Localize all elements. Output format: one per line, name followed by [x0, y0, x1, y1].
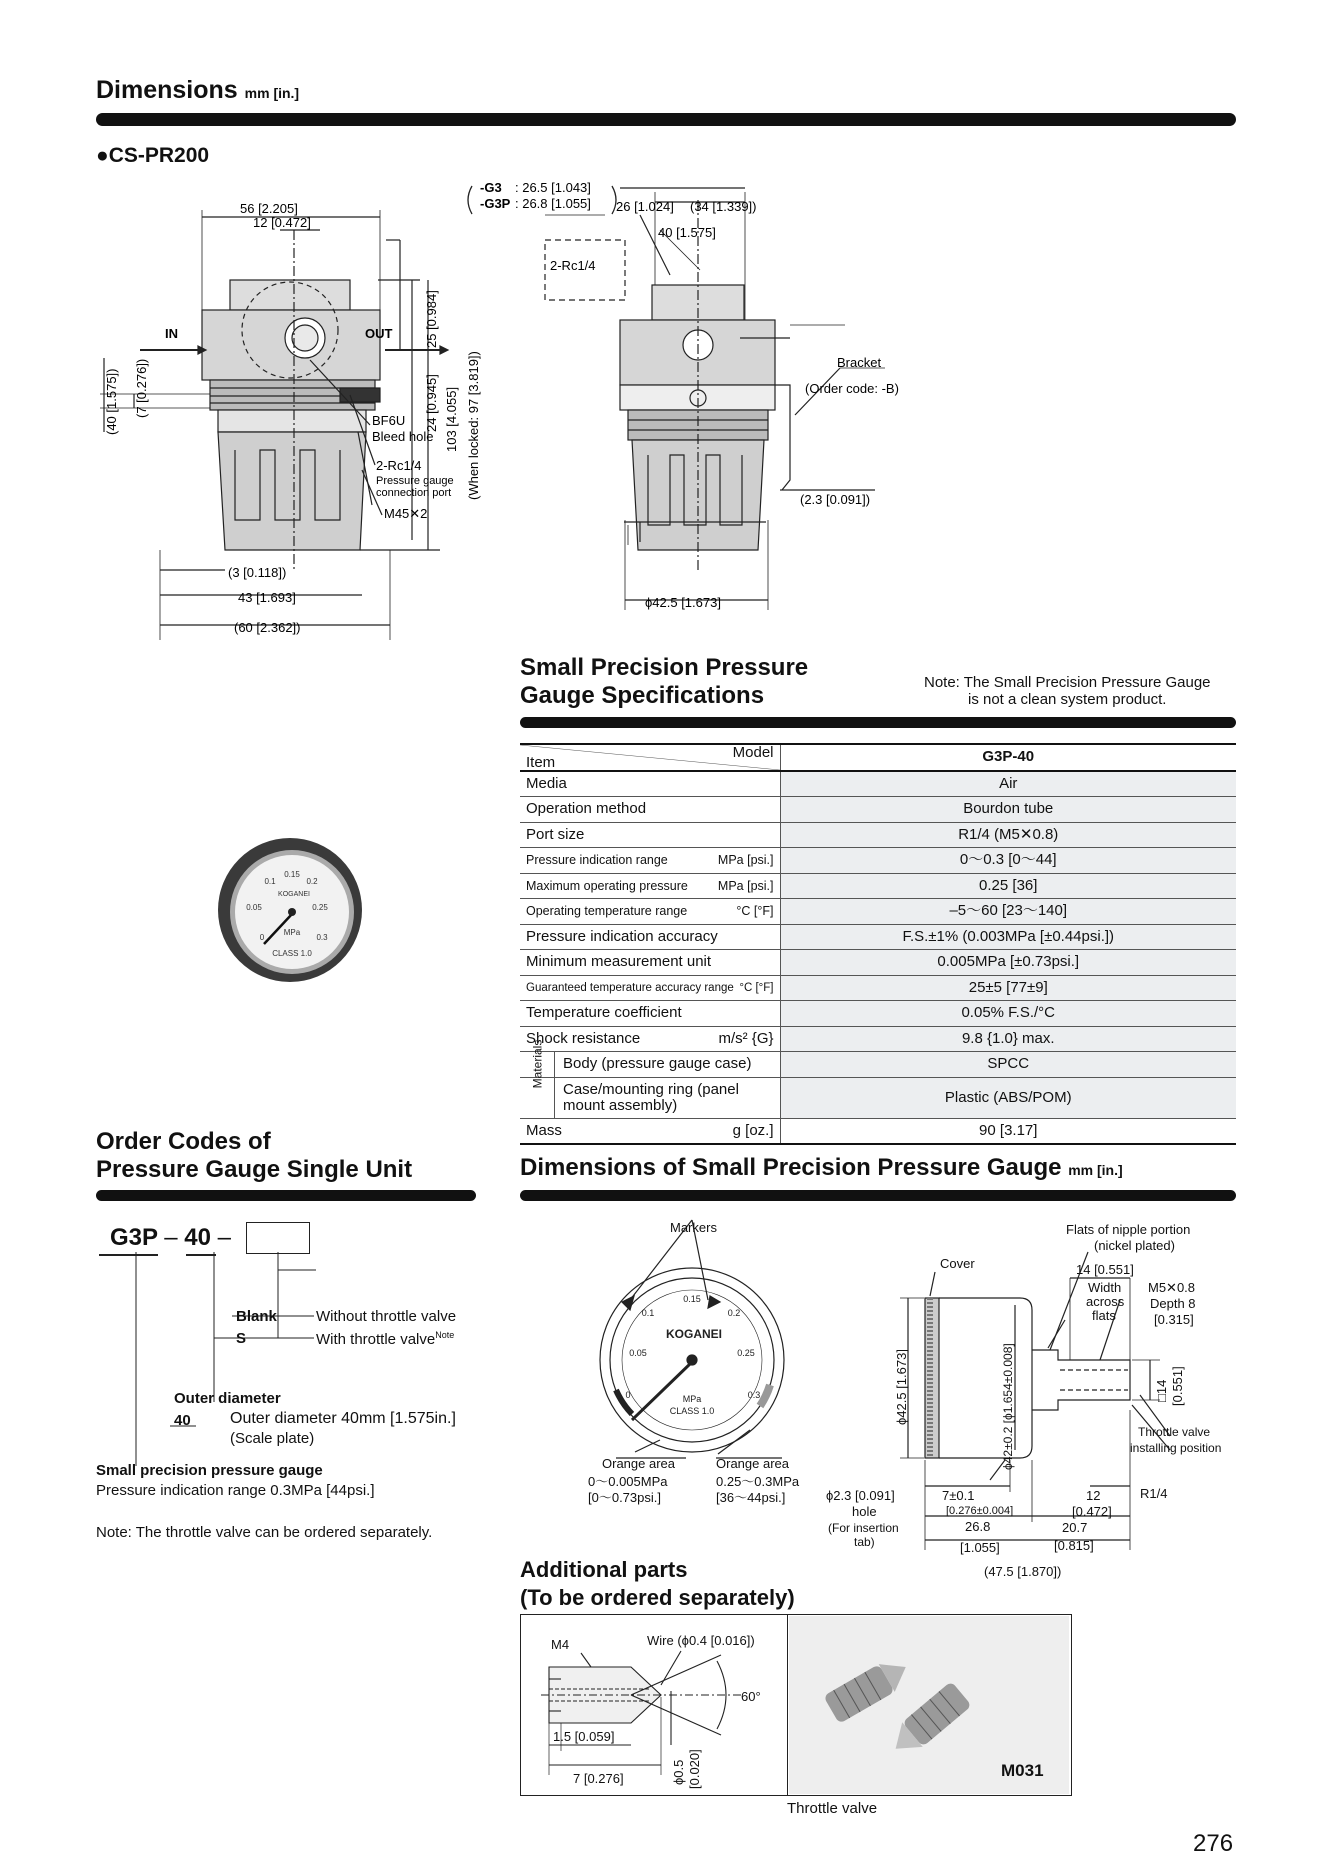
depth-label: Depth 8: [1150, 1296, 1196, 1311]
cover-label: Cover: [940, 1256, 975, 1271]
spec-label: Guaranteed temperature accuracy range: [526, 981, 734, 994]
spec-row: [520, 873, 1236, 899]
rc14-label: 2-Rc1/4: [376, 458, 422, 473]
bracket-code: (Order code: -B): [805, 381, 899, 396]
in-label: IN: [165, 326, 178, 341]
additional-title-line2: (To be ordered separately): [520, 1585, 795, 1610]
order-title: [96, 1128, 412, 1184]
outer-desc2: (Scale plate): [230, 1430, 315, 1447]
dim-square14-in: [0.551]: [1170, 1366, 1185, 1406]
svg-text:0.15: 0.15: [284, 870, 300, 879]
additional-title: [520, 1556, 795, 1612]
width-label: Width: [1088, 1280, 1122, 1295]
spec-row-materials: [520, 1052, 1236, 1078]
spec-label: Operating temperature range: [526, 904, 688, 919]
dial-label: 0.2: [727, 1308, 741, 1318]
spec-label: Media: [520, 771, 780, 797]
throttle-caption: Throttle valve: [787, 1800, 878, 1817]
spec-label: Temperature coefficient: [520, 1001, 780, 1027]
gauge-dims-title-text: Dimensions of Small Precision Pressure Gauge: [520, 1154, 1062, 1181]
materials-cell: [520, 1039, 780, 1089]
throttle-pos: installing position: [1130, 1441, 1222, 1455]
orange-area-2: Orange area: [716, 1456, 789, 1471]
model-name: CS-PR200: [108, 144, 210, 167]
s-note: Note: [435, 1330, 455, 1340]
page-title: [96, 76, 299, 105]
part-code: M031: [1001, 1761, 1044, 1780]
svg-text:0.25: 0.25: [312, 903, 328, 912]
dial-label: CLASS 1.0: [669, 1406, 715, 1416]
flats-label: Flats of nipple portion: [1066, 1222, 1191, 1237]
dial-label: 0.3: [747, 1390, 761, 1400]
gauge-dims-drawing: [520, 1210, 1236, 1600]
blank-key: Blank: [236, 1308, 277, 1325]
dim-47-5: (47.5 [1.870]): [984, 1564, 1062, 1579]
order-rule: [96, 1190, 476, 1201]
dim-2-3: (2.3 [0.091]): [800, 492, 871, 507]
hole-label: hole: [852, 1504, 877, 1519]
order-title-line1: Order Codes of: [96, 1128, 271, 1155]
dim-20-7: 20.7: [1062, 1520, 1088, 1535]
spec-value: Air: [780, 771, 1236, 797]
bullet: ●: [96, 144, 109, 167]
dim-7-label: 7±0.1: [942, 1488, 975, 1503]
spec-unit: g [oz.]: [732, 1121, 774, 1139]
spec-value: SPCC: [780, 1052, 1236, 1078]
dial-label: 0: [625, 1390, 631, 1400]
dim-when-locked: (When locked: 97 [3.819]): [466, 351, 481, 500]
dim-12: 12 [0.472]: [253, 215, 311, 230]
throttle-label: Throttle valve: [1138, 1425, 1211, 1439]
orange-range-1: 0～0.005MPa: [588, 1474, 668, 1489]
hole-dia: ϕ2.3 [0.091]: [826, 1488, 895, 1503]
spec-rule: [520, 717, 1236, 728]
spec-label-cell: [520, 848, 780, 874]
spec-row: [520, 1001, 1236, 1027]
s-key: S: [236, 1330, 247, 1347]
bleed-hole-label: Bleed hole: [372, 429, 434, 444]
gauge-dims-title: [520, 1154, 1123, 1182]
title-text: Dimensions: [96, 76, 238, 104]
materials-side: [520, 1039, 555, 1089]
dim-phi05-in: [0.020]: [687, 1749, 702, 1789]
spec-unit: °C [°F]: [739, 981, 774, 994]
front-bowl: [218, 432, 366, 550]
spec-label: Maximum operating pressure: [526, 878, 688, 893]
gauge-desc: Pressure indication range 0.3MPa [44psi.]: [96, 1482, 375, 1499]
spec-note-line2: is not a clean system product.: [968, 691, 1167, 708]
dim-7: (7 [0.276]): [134, 358, 149, 418]
dim-26: 26 [1.024]: [616, 199, 674, 214]
gauge-dims-unit: mm [in.]: [1068, 1162, 1123, 1178]
dim-26-8: 26.8: [965, 1519, 991, 1534]
m5-label: M5✕0.8: [1148, 1280, 1196, 1295]
header-model: G3P-40: [780, 744, 1236, 771]
additional-box: [520, 1614, 1072, 1796]
svg-text:KOGANEI: KOGANEI: [278, 891, 310, 898]
dim-60: (60 [2.362]): [234, 620, 301, 635]
dim-phi42-5: ϕ42.5 [1.673]: [894, 1349, 909, 1425]
spec-value: 9.8 {1.0} max.: [780, 1026, 1236, 1052]
order-code-lines: [96, 1250, 476, 1490]
spec-title-line2: Gauge Specifications: [520, 682, 765, 709]
dim-56: 56 [2.205]: [240, 201, 298, 216]
additional-title-line1: Additional parts: [520, 1557, 688, 1582]
spec-unit: °C [°F]: [736, 904, 774, 919]
flats-nickel: (nickel plated): [1094, 1238, 1175, 1253]
spec-label: Shock resistance: [526, 1029, 641, 1047]
svg-text:0.3: 0.3: [316, 933, 328, 942]
gauge-dims-rule: [520, 1190, 1236, 1201]
spec-label-cell: [520, 975, 780, 1001]
spec-label: Minimum measurement unit: [520, 950, 780, 976]
code-40: 40: [184, 1224, 211, 1251]
g3-label: -G3: [480, 180, 502, 195]
spec-row: [520, 797, 1236, 823]
materials-label: Materials: [530, 1039, 544, 1089]
spec-label-cell: [520, 1026, 780, 1052]
spec-value: 25±5 [77±9]: [780, 975, 1236, 1001]
orange-range-1-psi: [0～0.73psi.]: [588, 1490, 661, 1505]
spec-label: Case/mounting ring (panel mount assembly): [563, 1080, 739, 1114]
bracket-label: Bracket: [837, 355, 882, 370]
pg-port-label: connection port: [376, 487, 452, 499]
r14-label: R1/4: [1140, 1486, 1168, 1501]
spec-value: Bourdon tube: [780, 797, 1236, 823]
tab-label: tab): [854, 1535, 875, 1549]
dash: –: [217, 1224, 232, 1251]
g3p-label: -G3P: [480, 196, 511, 211]
orange-range-2-psi: [36～44psi.]: [716, 1490, 786, 1505]
across-label: across: [1086, 1294, 1125, 1309]
spec-value: 90 [3.17]: [780, 1118, 1236, 1144]
dial-label: 0.1: [641, 1308, 655, 1318]
outer-title: Outer diameter: [174, 1390, 281, 1407]
spec-value: 0～0.3 [0～44]: [780, 848, 1236, 874]
spec-title-line1: Small Precision Pressure: [520, 654, 809, 681]
dim-12: 12: [1086, 1488, 1101, 1503]
rc14-side: 2-Rc1/4: [550, 258, 596, 273]
model-heading: [96, 144, 209, 168]
spec-value: 0.005MPa [±0.73psi.]: [780, 950, 1236, 976]
svg-text:0: 0: [259, 933, 265, 942]
orange-area-1: Orange area: [602, 1456, 675, 1471]
depth-in: [0.315]: [1154, 1312, 1194, 1327]
outer-key: 40: [174, 1412, 191, 1429]
pg-label: Pressure gauge: [376, 475, 454, 487]
order-title-line2: Pressure Gauge Single Unit: [96, 1156, 413, 1183]
spec-note-line1: Note: The Small Precision Pressure Gauge: [924, 674, 1211, 691]
spec-header-row: [520, 744, 1236, 771]
spec-row-mass: [520, 1118, 1236, 1144]
header-item-cell: [520, 744, 780, 771]
spec-value: –5～60 [23～140]: [780, 899, 1236, 925]
page-number: 276: [1193, 1830, 1234, 1857]
option-blank: [236, 1308, 277, 1325]
dim-14: 14 [0.551]: [1076, 1262, 1134, 1277]
spec-unit: MPa [psi.]: [717, 853, 774, 868]
spec-row: [520, 950, 1236, 976]
dim-42-5: ϕ42.5 [1.673]: [645, 595, 721, 610]
dim-26-8-in: [1.055]: [960, 1540, 1000, 1555]
orange-range-2: 0.25～0.3MPa: [716, 1474, 800, 1489]
dim-1-5: 1.5 [0.059]: [553, 1729, 615, 1744]
spec-row: [520, 822, 1236, 848]
gauge-photo: [212, 832, 372, 992]
m4-label: M4: [551, 1637, 570, 1652]
dim-square14: □14: [1154, 1379, 1169, 1402]
materials-cell-2: [520, 1077, 780, 1118]
spec-label: Pressure indication range: [526, 853, 668, 868]
svg-text:0.05: 0.05: [246, 903, 262, 912]
spec-note: [924, 674, 1211, 708]
s-desc: With throttle valve: [316, 1331, 436, 1348]
dash: –: [164, 1224, 178, 1251]
out-label: OUT: [365, 326, 393, 341]
dim-40-side: 40 [1.575]: [658, 225, 716, 240]
spec-unit: m/s² {G}: [718, 1029, 774, 1047]
regulator-drawing: [100, 170, 960, 650]
dim-40: (40 [1.575]): [104, 368, 119, 435]
dim-7-in: [0.276±0.004]: [946, 1505, 1014, 1517]
dim-103: 103 [4.055]: [444, 386, 459, 452]
header-item: Item: [526, 754, 556, 772]
g3p-value: : 26.8 [1.055]: [515, 196, 591, 211]
gauge-title: Small precision pressure gauge: [96, 1462, 323, 1479]
spec-table: [520, 743, 1236, 1145]
g3-value: : 26.5 [1.043]: [515, 180, 591, 195]
spec-value: Plastic (ABS/POM): [780, 1077, 1236, 1118]
spec-label-cell: [520, 1118, 780, 1144]
dial-label: 0.25: [737, 1348, 755, 1358]
svg-text:0.1: 0.1: [264, 877, 276, 886]
dim-43: 43 [1.693]: [238, 590, 296, 605]
wire-label: Wire (ϕ0.4 [0.016]): [647, 1633, 755, 1648]
outer-desc: Outer diameter 40mm [1.575in.]: [230, 1410, 456, 1427]
spec-row: [520, 975, 1236, 1001]
spec-value: R1/4 (M5✕0.8): [780, 822, 1236, 848]
dim-34: (34 [1.339]): [690, 199, 757, 214]
markers-label: Markers: [670, 1220, 717, 1235]
svg-text:CLASS 1.0: CLASS 1.0: [272, 949, 312, 958]
title-rule: [96, 113, 1236, 126]
dim-25: 25 [0.984]: [424, 290, 439, 348]
insertion-label: (For insertion: [828, 1521, 899, 1535]
m45-label: M45✕2: [384, 506, 428, 521]
dial-label: MPa: [682, 1394, 702, 1404]
additional-divider: [787, 1615, 788, 1795]
spec-label-cell: [520, 899, 780, 925]
throttle-drawing: [521, 1615, 787, 1795]
bf6u-label: BF6U: [372, 413, 406, 428]
spec-label: Port size: [520, 822, 780, 848]
spec-label: Body (pressure gauge case): [563, 1055, 752, 1072]
code-g3p: G3P: [110, 1224, 158, 1251]
svg-text:MPa: MPa: [283, 928, 301, 937]
option-s: [236, 1330, 246, 1347]
angle-label: 60°: [741, 1689, 761, 1704]
svg-text:0.2: 0.2: [306, 877, 318, 886]
dim-12-in: [0.472]: [1072, 1504, 1112, 1519]
header-model-label: Model: [732, 744, 774, 762]
flats-word: flats: [1092, 1308, 1116, 1323]
spec-unit: MPa [psi.]: [717, 878, 774, 893]
dim-3: (3 [0.118]): [228, 565, 287, 580]
dim-20-7-in: [0.815]: [1054, 1538, 1094, 1553]
spec-row: [520, 899, 1236, 925]
title-unit: mm [in.]: [244, 85, 300, 101]
dial-label: 0.15: [683, 1294, 701, 1304]
spec-label: Pressure indication accuracy: [520, 924, 780, 950]
spec-row: [520, 924, 1236, 950]
spec-label: Operation method: [520, 797, 780, 823]
order-code: [110, 1224, 231, 1252]
spec-value: 0.25 [36]: [780, 873, 1236, 899]
spec-row: [520, 1026, 1236, 1052]
spec-label: Mass: [526, 1121, 562, 1139]
spec-row: [520, 848, 1236, 874]
blank-desc: Without throttle valve: [316, 1308, 457, 1325]
spec-value: 0.05% F.S./°C: [780, 1001, 1236, 1027]
spec-row-materials-2: [520, 1077, 1236, 1118]
dim-7-throttle: 7 [0.276]: [573, 1771, 624, 1786]
dim-phi42: ϕ42±0.2 [ϕ1.654±0.008]: [1001, 1343, 1015, 1470]
dim-phi05: ϕ0.5: [671, 1759, 686, 1785]
spec-value: F.S.±1% (0.003MPa [±0.44psi.]): [780, 924, 1236, 950]
dial-brand: KOGANEI: [665, 1327, 723, 1341]
dim-24: 24 [0.945]: [424, 374, 439, 432]
spec-title: [520, 654, 808, 710]
spec-row: [520, 771, 1236, 797]
front-knob-top: [230, 280, 350, 310]
spec-label-cell: [520, 873, 780, 899]
order-note: Note: The throttle valve can be ordered separately.: [96, 1524, 433, 1541]
s-desc-wrap: [316, 1330, 454, 1348]
dial-label: 0.05: [629, 1348, 647, 1358]
